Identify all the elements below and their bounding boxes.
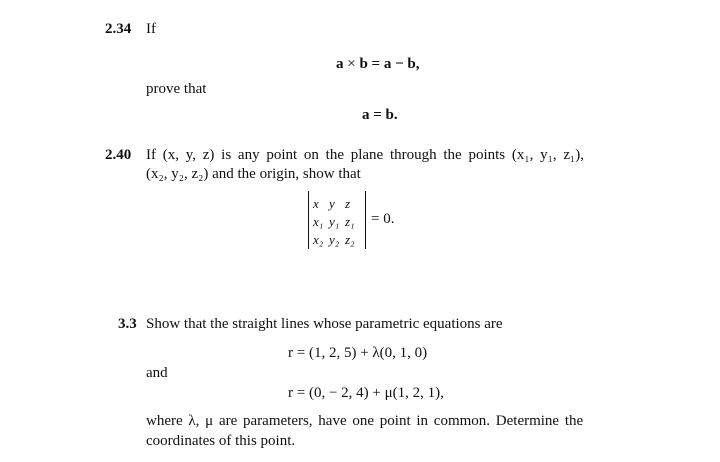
problem-number-2-34: 2.34 bbox=[105, 21, 132, 37]
prove-that-text: prove that bbox=[146, 81, 207, 97]
matrix-row-3 bbox=[313, 233, 361, 246]
problem-3-3-line2: where λ, μ are parameters, have one point in common. Determine the bbox=[146, 413, 584, 429]
matrix-cell: x bbox=[313, 196, 319, 211]
matrix-row-1 bbox=[313, 197, 361, 210]
problem-3-3-line1: Show that the straight lines whose parametric equations are bbox=[146, 316, 503, 332]
matrix-cell: y bbox=[329, 196, 335, 211]
matrix-cell: y₂ bbox=[329, 232, 340, 247]
determinant-matrix bbox=[308, 191, 366, 249]
matrix-cell: x₂ bbox=[313, 232, 324, 247]
and-text: and bbox=[146, 365, 168, 381]
problem-2-34-intro: If bbox=[146, 21, 156, 37]
equation-lhs: a bbox=[336, 56, 344, 72]
matrix-cell: y₁ bbox=[329, 214, 340, 229]
matrix-cell: z₂ bbox=[345, 232, 355, 247]
matrix-cell: x₁ bbox=[313, 214, 324, 229]
parametric-equation-2: r = (0, − 2, 4) + μ(1, 2, 1), bbox=[288, 385, 444, 401]
determinant-right-bar bbox=[365, 191, 366, 249]
problem-3-3-line3: coordinates of this point. bbox=[146, 433, 296, 449]
problem-2-40-line1: If (x, y, z) is any point on the plane through the points (x₁, y₁, z₁), bbox=[146, 147, 584, 163]
cross-operator: × bbox=[347, 56, 356, 72]
matrix-cell: z bbox=[345, 196, 351, 211]
problem-2-40-line2: (x₂, y₂, z₂) and the origin, show that bbox=[146, 166, 361, 182]
parametric-equation-1: r = (1, 2, 5) + λ(0, 1, 0) bbox=[288, 345, 428, 361]
equation-cross-product bbox=[336, 57, 420, 72]
matrix-row-2 bbox=[313, 215, 361, 228]
determinant-equals-zero: = 0. bbox=[371, 211, 395, 227]
equation-a-equals-b: a = b. bbox=[362, 107, 398, 123]
determinant-left-bar bbox=[308, 191, 309, 249]
problem-number-2-40: 2.40 bbox=[105, 147, 132, 163]
equation-rhs: b = a − b, bbox=[359, 56, 420, 72]
problem-number-3-3: 3.3 bbox=[118, 316, 137, 332]
matrix-cell: z₁ bbox=[345, 214, 355, 229]
